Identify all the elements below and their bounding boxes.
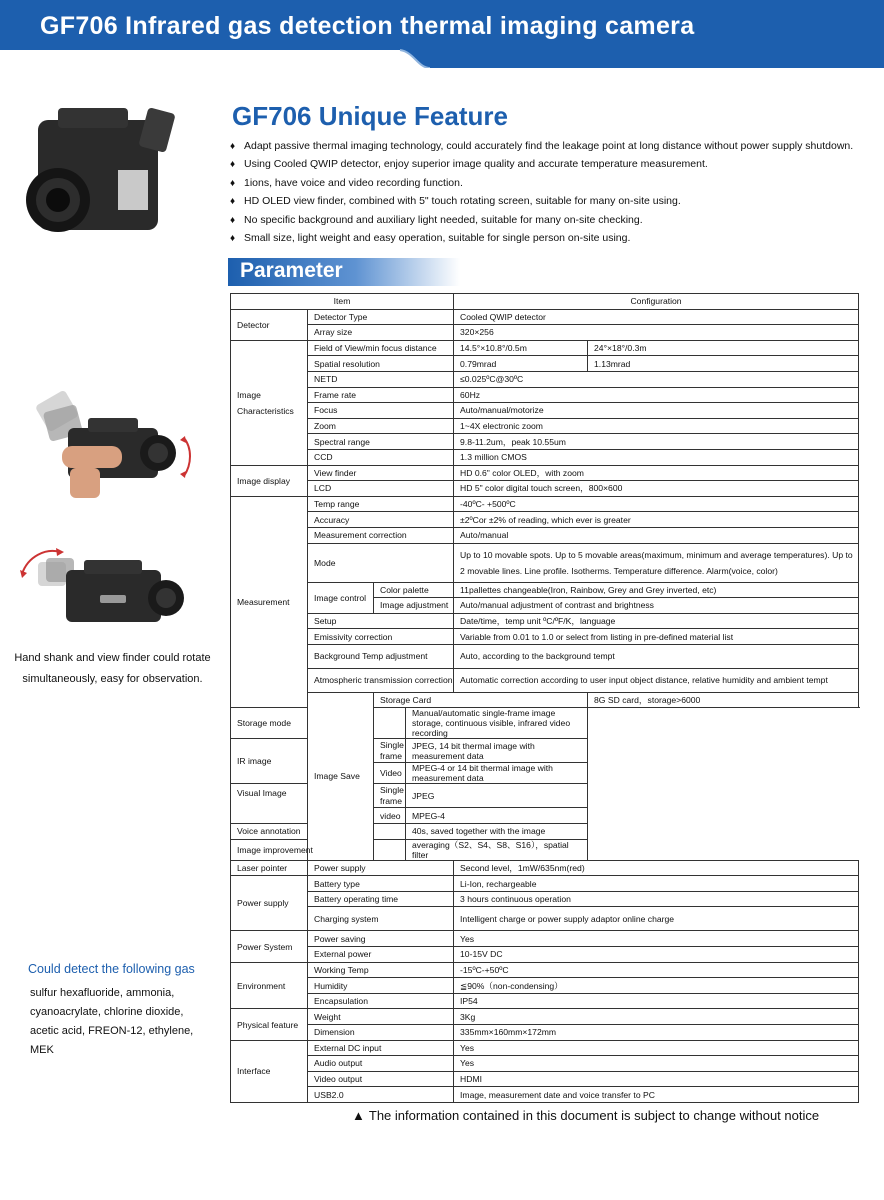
row-value: Yes	[454, 1056, 859, 1072]
row-value: -15ºC-+50ºC	[454, 962, 859, 978]
row-label: Measurement correction	[308, 527, 454, 543]
row-value: MPEG-4 or 14 bit thermal image with measurement data	[406, 763, 588, 784]
table-row	[231, 465, 859, 481]
row-sublabel: Single frame	[374, 784, 406, 808]
row-label: Spatial resolution	[308, 356, 454, 372]
diamond-bullet-icon: ♦	[230, 177, 236, 189]
group-label: Measurement	[231, 496, 308, 708]
diamond-bullet-icon: ♦	[230, 141, 236, 152]
row-label: NETD	[308, 371, 454, 387]
table-row	[231, 496, 859, 512]
group-label: Image Characteristics	[231, 340, 308, 465]
row-label: Storage mode	[231, 708, 406, 739]
row-value: Auto, according to the background tempt	[454, 644, 859, 668]
table-row	[231, 824, 859, 840]
row-value: 8G SD card，storage>6000	[588, 692, 859, 708]
group-label: Image display	[231, 465, 308, 496]
row-value: Second level，1mW/635nm(red)	[454, 860, 859, 876]
row-label: External DC input	[308, 1040, 454, 1056]
feature-item: ♦ Using Cooled QWIP detector, enjoy superior image quality and accurate temperature measurement.	[230, 155, 870, 173]
row-value: ≦90%（non-condensing）	[454, 978, 859, 994]
row-label: External power	[308, 947, 454, 963]
row-label: Video output	[308, 1071, 454, 1087]
parameter-heading: Parameter	[240, 259, 343, 282]
row-label: Dimension	[308, 1025, 454, 1041]
row-value: Cooled QWIP detector	[454, 309, 859, 325]
row-label: Working Temp	[308, 962, 454, 978]
table-row	[231, 1040, 859, 1056]
table-row	[231, 418, 859, 434]
table-row	[231, 839, 859, 860]
row-label: Image control	[308, 582, 374, 613]
row-value: Date/time，temp unit ºC/ºF/K，language	[454, 613, 859, 629]
table-row	[231, 860, 859, 876]
table-row	[231, 739, 859, 763]
table-row	[231, 543, 859, 582]
row-sublabel: Video	[374, 763, 406, 784]
table-header-config: Configuration	[454, 294, 859, 310]
table-row	[231, 387, 859, 403]
table-row	[231, 962, 859, 978]
row-value: Up to 10 movable spots. Up to 5 movable areas(maximum, minimum and average temperatures). Up to 2 movable lines. Line profile. Isotherms. Temperature difference. Alarm(voice, color)	[454, 543, 859, 582]
table-row	[231, 1025, 859, 1041]
row-label: Power supply	[308, 860, 454, 876]
group-label: Detector	[231, 309, 308, 340]
table-row	[231, 481, 859, 497]
table-row	[231, 1071, 859, 1087]
row-label: IR image	[231, 739, 374, 784]
row-value: 1.3 million CMOS	[454, 449, 859, 465]
row-label: Field of View/min focus distance	[308, 340, 454, 356]
row-value: averaging（S2、S4、S8、S16），spatial filter	[406, 839, 588, 860]
row-value: 40s, saved together with the image	[406, 824, 588, 840]
row-value: Variable from 0.01 to 1.0 or select from listing in pre-defined material list	[454, 629, 859, 645]
row-label: Weight	[308, 1009, 454, 1025]
parameter-table	[230, 293, 859, 1103]
feature-item: ♦ Adapt passive thermal imaging technology, could accurately find the leakage point at long distance without power supply shutdown.	[230, 137, 870, 155]
row-label: Encapsulation	[308, 993, 454, 1009]
row-sublabel: Color palette	[374, 582, 454, 598]
row-label: Charging system	[308, 907, 454, 931]
row-label: Battery type	[308, 876, 454, 892]
footer-text: The information contained in this document is subject to change without notice	[368, 1108, 820, 1123]
row-label: Focus	[308, 403, 454, 419]
footer-notice	[352, 1108, 819, 1123]
table-row	[231, 947, 859, 963]
table-row	[231, 309, 859, 325]
row-value: Manual/automatic single-frame image storage, continuous visible, infrared video recording	[406, 708, 588, 739]
table-header-item: Item	[231, 294, 454, 310]
feature-item: ♦ Small size, light weight and easy operation, suitable for single person on-site using.	[230, 229, 870, 247]
table-row	[231, 907, 859, 931]
row-label: Zoom	[308, 418, 454, 434]
diamond-bullet-icon: ♦	[230, 196, 236, 208]
row-label: Detector Type	[308, 309, 454, 325]
row-value: 60Hz	[454, 387, 859, 403]
row-label: View finder	[308, 465, 454, 481]
row-label: Storage Card	[374, 692, 588, 708]
row-value: 1~4X electronic zoom	[454, 418, 859, 434]
table-row	[231, 692, 859, 708]
row-label: Battery operating time	[308, 891, 454, 907]
row-value: IP54	[454, 993, 859, 1009]
group-label: Environment	[231, 962, 308, 1009]
group-label: Laser pointer	[231, 860, 308, 876]
row-label: Setup	[308, 613, 454, 629]
table-row	[231, 931, 859, 947]
table-row	[231, 371, 859, 387]
row-value: Auto/manual adjustment of contrast and brightness	[454, 598, 859, 614]
row-label: Humidity	[308, 978, 454, 994]
table-row	[231, 294, 859, 310]
table-row	[231, 512, 859, 528]
table-row	[231, 340, 859, 356]
gas-title: Could detect the following gas	[28, 962, 195, 976]
table-row	[231, 403, 859, 419]
row-value: HD 5" color digital touch screen，800×600	[454, 481, 859, 497]
row-value: HD 0.6" color OLED，with zoom	[454, 465, 859, 481]
table-row	[231, 876, 859, 892]
table-row	[231, 613, 859, 629]
group-label: Interface	[231, 1040, 308, 1102]
feature-item: ♦ 1ions, have voice and video recording function.	[230, 174, 870, 192]
row-label: Voice annotation	[231, 824, 406, 840]
row-label: Emissivity correction	[308, 629, 454, 645]
table-row	[231, 708, 859, 739]
row-label: Audio output	[308, 1056, 454, 1072]
group-label: Image Save	[308, 692, 374, 860]
row-value: Yes	[454, 1040, 859, 1056]
row-value: Automatic correction according to user input object distance, relative humidity and ambient tempt	[454, 668, 859, 692]
row-value: Li-Ion, rechargeable	[454, 876, 859, 892]
table-row	[231, 356, 859, 372]
diamond-bullet-icon: ♦	[230, 232, 236, 244]
row-label: Accuracy	[308, 512, 454, 528]
table-row	[231, 1009, 859, 1025]
triangle-icon: ▲	[352, 1108, 365, 1123]
row-value: 3 hours continuous operation	[454, 891, 859, 907]
table-row	[231, 978, 859, 994]
row-value: 24°×18°/0.3m	[588, 340, 859, 356]
camera-product-image	[18, 100, 188, 250]
table-row	[231, 449, 859, 465]
table-row	[231, 1056, 859, 1072]
row-label: Array size	[308, 325, 454, 341]
table-row	[231, 993, 859, 1009]
row-value: 14.5°×10.8°/0.5m	[454, 340, 588, 356]
table-row	[231, 629, 859, 645]
row-label: Temp range	[308, 496, 454, 512]
row-label: CCD	[308, 449, 454, 465]
hand-held-camera-image	[28, 388, 198, 498]
row-value: 10-15V DC	[454, 947, 859, 963]
row-label: Frame rate	[308, 387, 454, 403]
feature-title: GF706 Unique Feature	[232, 101, 508, 131]
page-title: GF706 Infrared gas detection thermal imaging camera	[40, 12, 695, 40]
row-sublabel: video	[374, 808, 406, 824]
row-label: Power saving	[308, 931, 454, 947]
gas-list: sulfur hexafluoride, ammonia, cyanoacrylate, chlorine dioxide, acetic acid, FREON-12, ethylene, MEK	[30, 987, 194, 1056]
table-row	[231, 1087, 859, 1103]
row-value: 9.8-11.2um，peak 10.55um	[454, 434, 859, 450]
table-row	[231, 644, 859, 668]
row-label: Visual Image	[231, 784, 374, 824]
row-value: ≤0.025ºC@30ºC	[454, 371, 859, 387]
row-label: USB2.0	[308, 1087, 454, 1103]
row-label: Mode	[308, 543, 454, 582]
table-row	[231, 668, 859, 692]
table-row	[231, 784, 859, 808]
row-value: 11pallettes changeable(Iron, Rainbow, Grey and Grey inverted, etc)	[454, 582, 859, 598]
row-value: Auto/manual	[454, 527, 859, 543]
row-label: Atmospheric transmission correction	[308, 668, 454, 692]
table-row	[231, 434, 859, 450]
row-value: Auto/manual/motorize	[454, 403, 859, 419]
row-value: 320×256	[454, 325, 859, 341]
diamond-bullet-icon: ♦	[230, 214, 236, 226]
row-value: 0.79mrad	[454, 356, 588, 372]
table-row	[231, 325, 859, 341]
row-value: 335mm×160mm×172mm	[454, 1025, 859, 1041]
feature-item: ♦ HD OLED view finder, combined with 5" touch rotating screen, suitable for many on-site using.	[230, 192, 870, 210]
row-label: Background Temp adjustment	[308, 644, 454, 668]
row-label: Spectral range	[308, 434, 454, 450]
row-label: Image improvement	[231, 839, 406, 860]
row-value: JPEG	[406, 784, 588, 808]
row-label: LCD	[308, 481, 454, 497]
table-row	[231, 891, 859, 907]
row-value: ±2ºCor ±2% of reading, which ever is greater	[454, 512, 859, 528]
row-value: HDMI	[454, 1071, 859, 1087]
rotating-camera-image	[16, 540, 196, 630]
row-sublabel: Image adjustment	[374, 598, 454, 614]
row-value: Yes	[454, 931, 859, 947]
feature-item: ♦ No specific background and auxiliary light needed, suitable for many on-site checking.	[230, 211, 870, 229]
group-label: Power supply	[231, 876, 308, 931]
row-sublabel: Single frame	[374, 739, 406, 763]
row-value: Image, measurement date and voice transfer to PC	[454, 1087, 859, 1103]
group-label: Physical feature	[231, 1009, 308, 1040]
table-row	[231, 527, 859, 543]
feature-list	[230, 137, 870, 247]
diamond-bullet-icon: ♦	[230, 159, 236, 171]
row-value: 1.13mrad	[588, 356, 859, 372]
table-row	[231, 582, 859, 598]
row-value: MPEG-4	[406, 808, 588, 824]
row-value: JPEG, 14 bit thermal image with measurement data	[406, 739, 588, 763]
row-value: 3Kg	[454, 1009, 859, 1025]
row-value: -40ºC- +500ºC	[454, 496, 859, 512]
group-label: Power System	[231, 931, 308, 962]
rotation-caption: Hand shank and view finder could rotate simultaneously, easy for observation.	[14, 652, 211, 685]
row-value: Intelligent charge or power supply adaptor online charge	[454, 907, 859, 931]
